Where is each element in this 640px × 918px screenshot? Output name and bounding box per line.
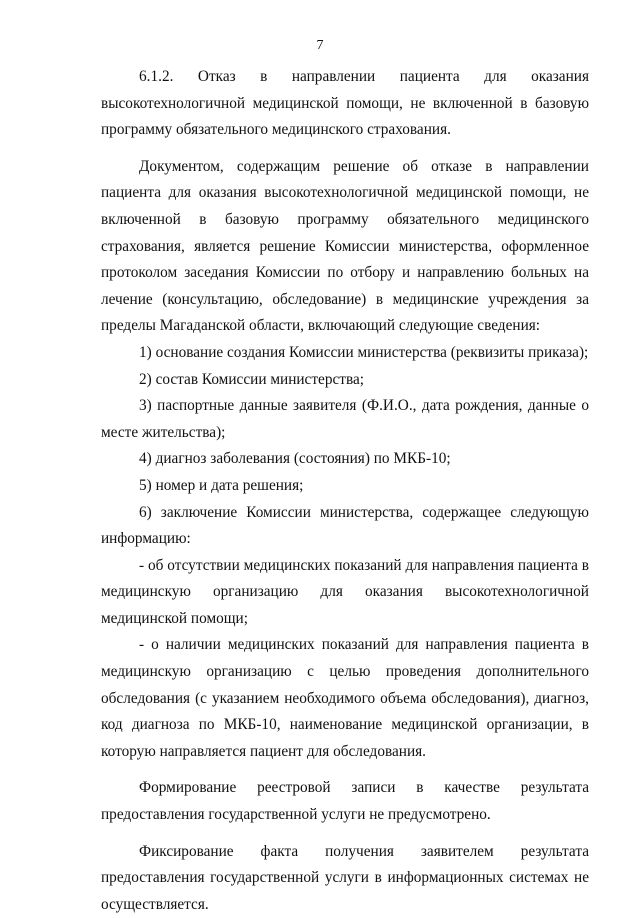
section-heading-6-1-2: 6.1.2. Отказ в направлении пациента для оказания высокотехнологичной медицинской помощи, не включенной в базовую программу обязательного медицинского страхования. — [101, 68, 589, 139]
paragraph-registry-record: Формирование реестровой записи в качестве результата предоставления государственной услуги не предусмотрено. — [101, 779, 589, 824]
page-number: 7 — [316, 38, 324, 53]
list-item-1: 1) основание создания Комиссии министерства (реквизиты приказа); — [139, 343, 589, 361]
list-item-5: 5) номер и дата решения; — [139, 476, 304, 494]
sub-item-no-indications: - об отсутствии медицинских показаний для направления пациента в медицинскую организацию для оказания высокотехнологичной медицинской помощи; — [101, 556, 589, 627]
list-item-6: 6) заключение Комиссии министерства, содержащее следующую информацию: — [101, 503, 589, 548]
list-item-3: 3) паспортные данные заявителя (Ф.И.О., дата рождения, данные о месте жительства); — [101, 397, 589, 441]
sub-item-indications-present: - о наличии медицинских показаний для направления пациента в медицинскую организацию с целью проведения дополнительного обследования (с указанием необходимого объема обследования), диагноз, код диагноза по МКБ-10, наименование медицинской организации, в которую направляется пациент для обследования. — [101, 636, 589, 760]
document-body — [101, 64, 589, 918]
paragraph-decision-document: Документом, содержащим решение об отказе в направлении пациента для оказания высокотехнологичной медицинской помощи, не включенной в базовую программу обязательного медицинского страхования, является решение Комиссии министерства, оформленное протоколом заседания Комиссии по отбору и направлению больных на лечение (консультацию, обследование) в медицинские учреждения за пределы Магаданской области, включающий следующие сведения: — [101, 157, 589, 335]
list-item-4: 4) диагноз заболевания (состояния) по МКБ-10; — [139, 450, 451, 468]
list-item-2: 2) состав Комиссии министерства; — [139, 370, 365, 388]
paragraph-result-fixation: Фиксирование факта получения заявителем результата предоставления государственной услуги в информационных системах не осуществляется. — [101, 842, 589, 913]
